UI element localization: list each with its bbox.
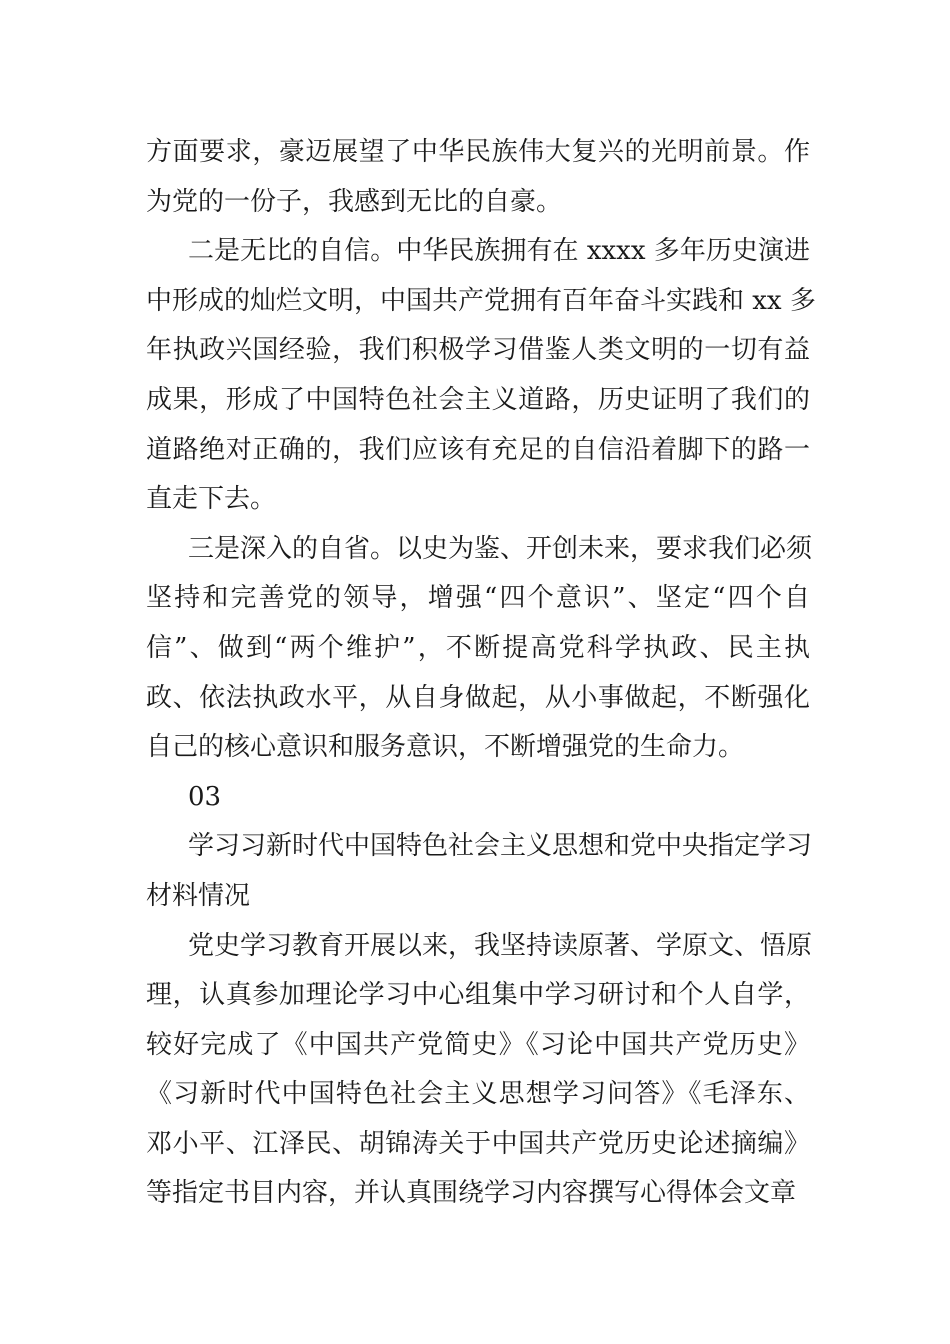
- text-line: 学习习新时代中国特色社会主义思想和党中央指定学习: [188, 831, 813, 862]
- text-line: 年执政兴国经验，我们积极学习借鉴人类文明的一切有益: [146, 335, 810, 366]
- text-line: 信”、做到“两个维护”，不断提高党科学执政、民主执: [146, 632, 810, 663]
- document-body: [146, 128, 816, 1219]
- text-line: 材料情况: [146, 880, 251, 911]
- text-line: 二是无比的自信。中华民族拥有在 xxxx 多年历史演进: [188, 236, 810, 267]
- text-line: 较好完成了《中国共产党简史》《习论中国共产党历史》: [146, 1029, 810, 1060]
- text-line: 坚持和完善党的领导，增强“四个意识”、坚定“四个自: [146, 583, 810, 614]
- text-line: 等指定书目内容，并认真围绕学习内容撰写心得体会文章: [146, 1178, 797, 1209]
- text-line: 直走下去。: [146, 484, 277, 515]
- paragraph-p6: [146, 922, 813, 1220]
- text-line: 方面要求，豪迈展望了中华民族伟大复兴的光明前景。作: [146, 137, 810, 167]
- text-line: 中形成的灿烂文明，中国共产党拥有百年奋斗实践和 xx 多: [146, 285, 816, 316]
- text-line: 《习新时代中国特色社会主义思想学习问答》《毛泽东、: [146, 1079, 810, 1110]
- text-line: 道路绝对正确的，我们应该有充足的自信沿着脚下的路一: [146, 434, 810, 465]
- paragraph-p2: [146, 227, 816, 525]
- text-line: 三是深入的自省。以史为鉴、开创未来，要求我们必须: [188, 533, 813, 564]
- text-line: 党史学习教育开展以来，我坚持读原著、学原文、悟原: [188, 930, 813, 961]
- text-line: 理，认真参加理论学习中心组集中学习研讨和个人自学，: [146, 980, 810, 1011]
- paragraph-p1: [146, 128, 810, 227]
- text-line: 自己的核心意识和服务意识，不断增强党的生命力。: [146, 732, 745, 763]
- text-line: 03: [188, 781, 222, 812]
- paragraph-p3: [146, 525, 813, 773]
- text-line: 邓小平、江泽民、胡锦涛关于中国共产党历史论述摘编》: [146, 1128, 810, 1159]
- text-line: 政、依法执政水平，从自身做起，从小事做起，不断强化: [146, 682, 810, 713]
- text-line: 为党的一份子，我感到无比的自豪。: [146, 186, 563, 217]
- text-line: 成果，形成了中国特色社会主义道路，历史证明了我们的: [146, 384, 810, 415]
- paragraph-p4: [146, 773, 810, 823]
- paragraph-p5: [146, 822, 813, 921]
